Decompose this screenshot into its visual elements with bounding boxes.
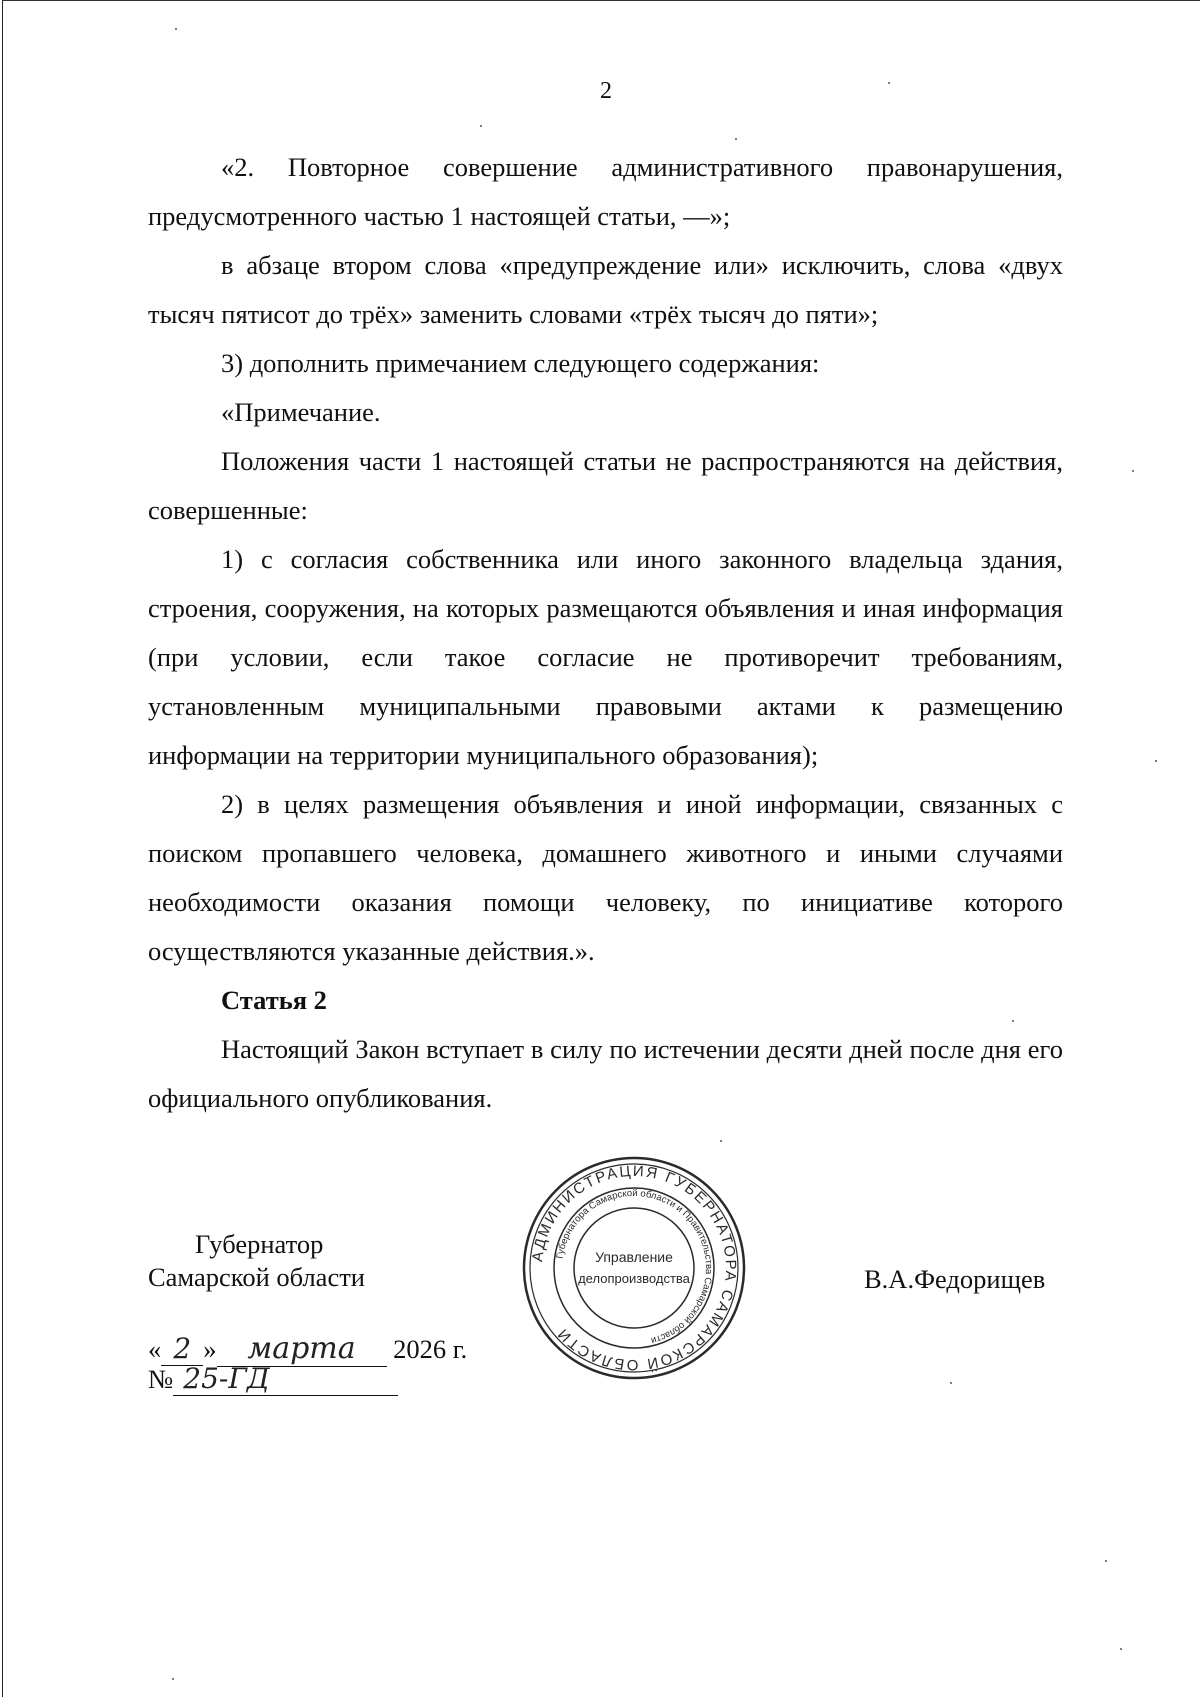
scan-speck: [1155, 760, 1157, 762]
scan-speck: [1012, 1020, 1014, 1022]
scan-speck: [172, 1678, 174, 1680]
stamp-center-line1: Управление: [595, 1249, 673, 1265]
stamp-outer-ring: АДМИНИСТРАЦИЯ ГУБЕРНАТОРА САМАРСКОЙ ОБЛАСТИ: [529, 1162, 740, 1374]
page-number: 2: [600, 78, 612, 104]
stamp-center-line2: делопроизводства: [578, 1271, 690, 1286]
number-prefix: №: [148, 1364, 174, 1394]
signer-name: В.А.Федорищев: [864, 1264, 1046, 1294]
scan-speck: [1105, 1560, 1107, 1562]
paragraph: «Примечание.: [221, 397, 381, 427]
scan-speck: [1120, 1648, 1122, 1650]
signatory-position: [148, 1228, 365, 1294]
number-value: 25-ГД: [173, 1362, 398, 1396]
scan-speck: [175, 28, 177, 30]
paragraph: 2) в целях размещения объявления и иной информации, связанных с поиском пропавшего человека, домашнего животного и иными случаями необходимости оказания помощи человеку, по инициативе которого осуществляются указанные действия.».: [148, 789, 1063, 966]
scan-speck: [735, 138, 737, 140]
position-region: Самарской области: [148, 1262, 365, 1292]
position-title: Губернатор: [195, 1229, 324, 1259]
paragraph: Положения части 1 настоящей статьи не распространяются на действия, совершенные:: [148, 446, 1063, 525]
date-day: 2: [161, 1332, 203, 1366]
scan-speck: [1132, 470, 1134, 472]
date-year: 2026 г.: [393, 1334, 468, 1364]
paragraph: «2. Повторное совершение административного правонарушения, предусмотренного частью 1 настоящей статьи, —»;: [148, 152, 1063, 231]
stamp-inner-text: [555, 1188, 714, 1346]
law-number: [148, 1362, 398, 1396]
paragraph: в абзаце втором слова «предупреждение или» исключить, слова «двух тысяч пятисот до трёх» заменить словами «трёх тысяч до пяти»;: [148, 250, 1063, 329]
paragraph: 1) с согласия собственника или иного законного владельца здания, строения, сооружения, на которых размещаются объявления и иная информация (при условии, если такое согласие не противоречит требованиям, установленным муниципальными правовыми актами к размещению информации на территории муниципального образования);: [148, 544, 1063, 770]
official-stamp: [521, 1155, 747, 1381]
date-open-quote: «: [148, 1334, 162, 1364]
date-close-quote: »: [203, 1334, 217, 1364]
stamp-inner-ring: Губернатора Самарской области и Правительства Самарской области: [554, 1187, 715, 1346]
scan-speck: [950, 1382, 952, 1384]
article-text: Настоящий Закон вступает в силу по истечении десяти дней после дня его официального опубликования.: [148, 1034, 1063, 1113]
date-month: марта: [217, 1331, 387, 1367]
scan-speck: [888, 82, 890, 84]
article-heading: Статья 2: [221, 985, 327, 1015]
scan-speck: [720, 1140, 722, 1142]
document-body: [148, 143, 1063, 1123]
paragraph: 3) дополнить примечанием следующего содержания:: [221, 348, 820, 378]
scan-speck: [480, 125, 482, 127]
